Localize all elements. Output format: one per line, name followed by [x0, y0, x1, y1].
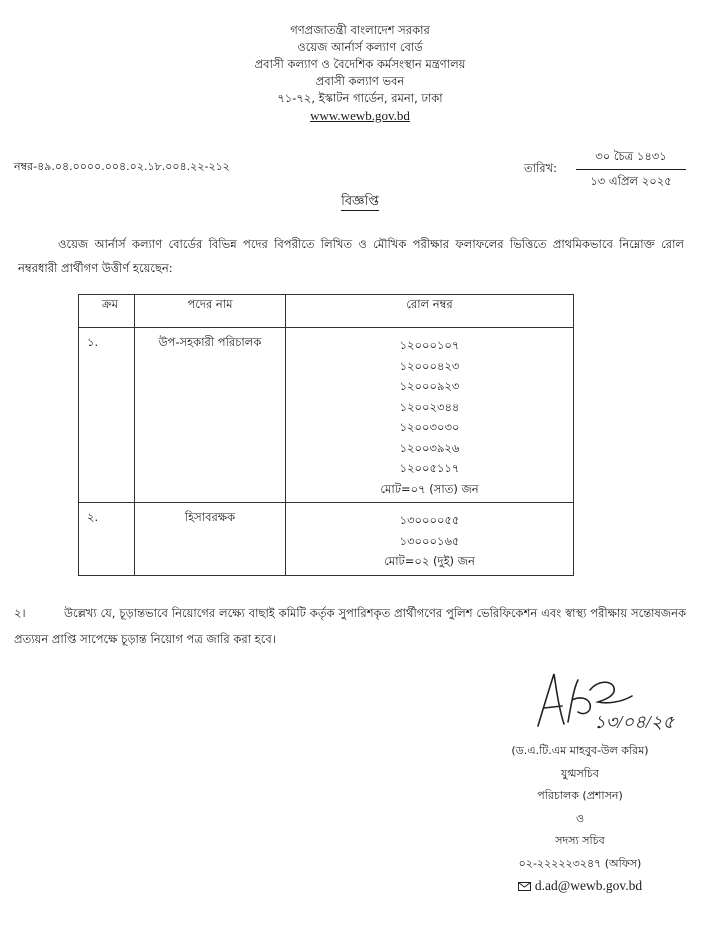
roll-cell [286, 503, 574, 576]
roll-total: মোট=০৭ (সাত) জন [380, 481, 479, 496]
government-line: গণপ্রজাতন্ত্রী বাংলাদেশ সরকার [290, 23, 430, 37]
signature-date: ১৩/০৪/২৫ [594, 712, 675, 732]
letterhead [0, 22, 720, 124]
signatory-email[interactable]: d.ad@wewb.gov.bd [534, 878, 643, 893]
signatory-conjunction: ও [575, 811, 585, 825]
website-link[interactable]: www.wewb.gov.bd [310, 108, 410, 123]
board-name: ওয়েজ আর্নার্স কল্যাণ বোর্ড [297, 40, 423, 54]
ministry-name: প্রবাসী কল্যাণ ও বৈদেশিক কর্মসংস্থান মন্ত্রণালয় [254, 57, 466, 71]
address: ৭১-৭২, ইস্কাটন গার্ডেন, রমনা, ঢাকা [277, 91, 443, 105]
roll-number: ১২০০০৯২৩ [399, 379, 460, 393]
header-serial: ক্রম [79, 295, 135, 328]
row-post: উপ-সহকারী পরিচালক [135, 328, 286, 503]
date-fraction [576, 148, 686, 192]
signatory-member: সদস্য সচিব [555, 834, 605, 847]
date-bangla: ৩০ চৈত্র ১৪৩১ [576, 148, 686, 170]
row-serial: ১. [79, 328, 135, 503]
roll-number: ১২০০৫১১৭ [399, 461, 460, 475]
roll-number: ১৩০০০০৫৫ [399, 513, 460, 527]
roll-number: ১৩০০০১৬৫ [399, 533, 460, 548]
date-english: ১৩ এপ্রিল ২০২৫ [590, 174, 672, 188]
roll-cell [286, 328, 574, 503]
roll-number: ১২০০৩৯২৬ [399, 440, 460, 455]
signatory-name: (ড.এ.টি.এম মাহবুব-উল করিম) [511, 744, 649, 757]
signatory-phone: ০২-২২২২২৩২৪৭ (অফিস) [518, 856, 642, 870]
note-text: উল্লেখ্য যে, চূড়ান্তভাবে নিয়োগের লক্ষ্যে বাছাই কমিটি কর্তৃক সুপারিশকৃত প্রার্থীগণের পুলিশ ভেরিফিকেশন এবং স্বাস্থ্য পরীক্ষায় সন্তোষজনক প্রত্যয়ন প্রাপ্তি সাপেক্ষে চূড়ান্ত নিয়োগ পত্র জারি করা হবে। [14, 606, 686, 646]
roll-total: মোট=০২ (দুই) জন [384, 554, 475, 568]
result-table [78, 294, 574, 576]
roll-number: ১২০০০১০৭ [399, 338, 460, 352]
signatory-role: পরিচালক (প্রশাসন) [537, 789, 623, 802]
table-header-row [79, 295, 574, 328]
envelope-icon [518, 882, 531, 891]
header-post: পদের নাম [135, 295, 286, 328]
handwritten-signature [528, 666, 678, 744]
date-label: তারিখ: [524, 161, 558, 175]
table-row [79, 328, 574, 503]
memo-number: নম্বর-৪৯.০৪.০০০০.০০৪.০২.১৮.০০৪.২২-২১২ [14, 160, 230, 173]
signatory-designation: যুগ্মসচিব [561, 766, 599, 780]
row-post: হিসাবরক্ষক [135, 503, 286, 576]
roll-number: ১২০০০৪২৩ [399, 358, 460, 373]
roll-number: ১২০০৩০৩০ [399, 420, 460, 434]
intro-paragraph: ওয়েজ আর্নার্স কল্যাণ বোর্ডের বিভিন্ন পদের বিপরীতে লিখিত ও মৌখিক পরীক্ষার ফলাফলের ভিত্তিতে প্রাথমিকভাবে নিম্নোক্ত রোল নম্বরধারী প্রার্থীগণ উত্তীর্ণ হয়েছেন: [18, 237, 684, 275]
note-paragraph [14, 600, 686, 652]
note-number: ২। [14, 606, 26, 620]
notice-title-wrap [0, 190, 720, 213]
building-name: প্রবাসী কল্যাণ ভবন [315, 74, 405, 88]
header-roll: রোল নম্বর [286, 295, 574, 328]
roll-number: ১২০০২৩৪৪ [399, 399, 460, 414]
row-serial: ২. [79, 503, 135, 576]
notice-title: বিজ্ঞপ্তি [341, 194, 379, 209]
table-row [79, 503, 574, 576]
signatory-block [460, 740, 700, 898]
email-row[interactable] [460, 875, 700, 898]
